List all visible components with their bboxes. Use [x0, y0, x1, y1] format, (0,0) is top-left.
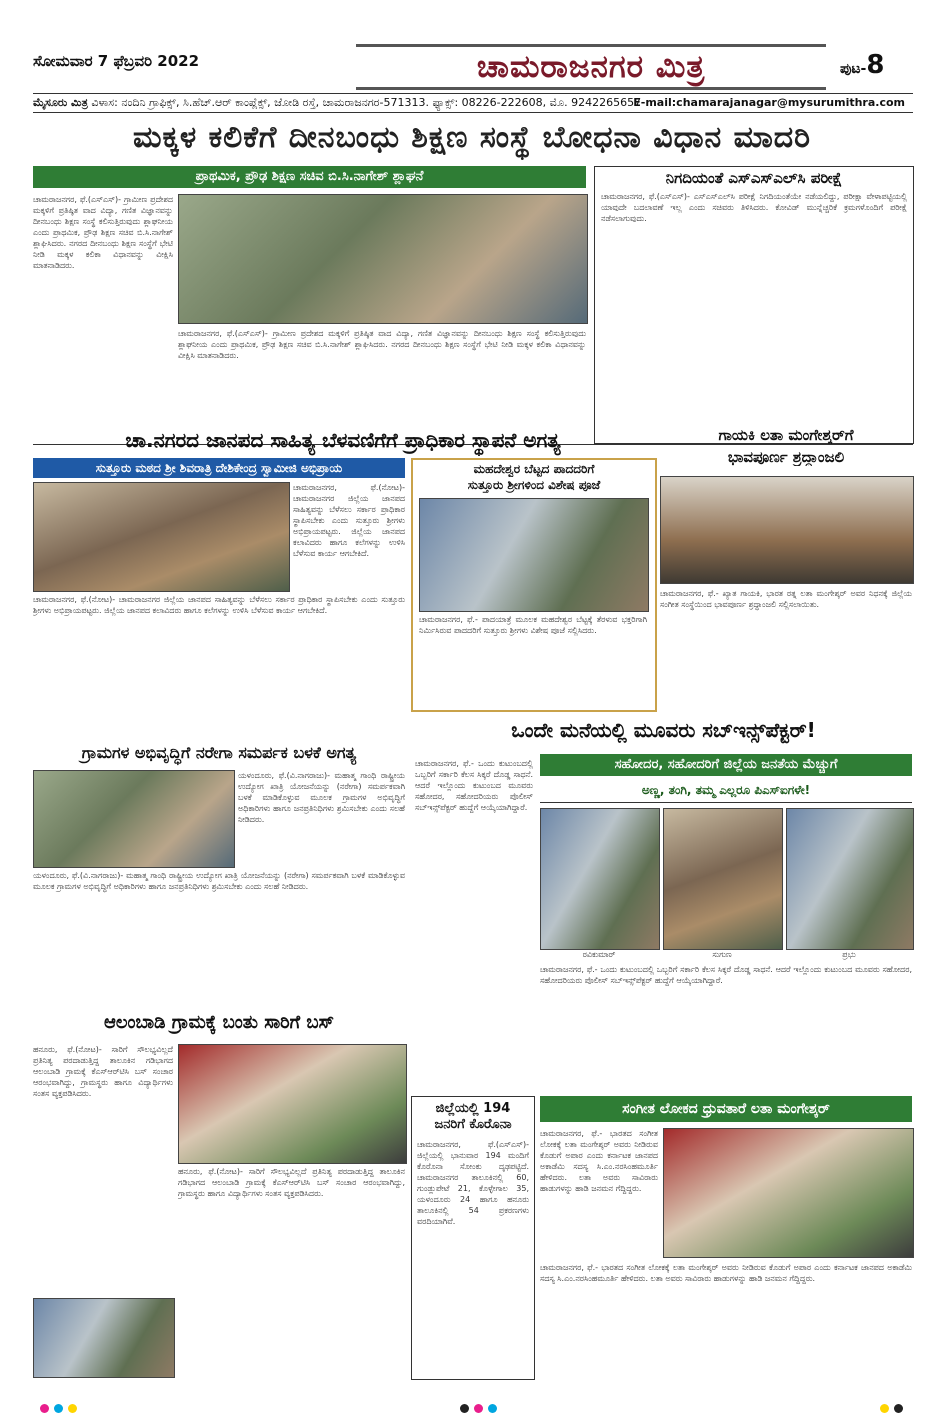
lead-subhead: ಪ್ರಾಥಮಿಕ, ಪ್ರೌಢ ಶಿಕ್ಷಣ ಸಚಿವ ಬಿ.ಸಿ.ನಾಗೇಶ್ ಶ್ಲಾಘನೆ — [33, 166, 586, 188]
strip-email: E-mail:chamarajanagar@mysurumithra.com — [633, 96, 905, 109]
exam-body: ಚಾಮರಾಜನಗರ, ಫೆ.(ಎಸ್‌ಎಸ್)- ಎಸ್‌ಎಸ್‌ಎಲ್‌ಸಿ ಪರೀಕ್ಷೆ ನಿಗದಿಯಂತೆಯೇ ನಡೆಯಲಿದ್ದು, ಪರೀಕ್ಷಾ ವೇಳಾಪಟ್ಟಿಯಲ್ಲಿ ಯಾವುದೇ ಬದಲಾವಣೆ ಇಲ್ಲ ಎಂದು ಸಚಿವರು ತಿಳಿಸಿದರು. ಕೋವಿಡ್ ಮುನ್ನೆಚ್ಚರಿಕೆ ಕ್ರಮಗಳೊಂದಿಗೆ ಪರೀಕ್ಷೆ ನಡೆಸಲಾಗುವುದು. — [601, 192, 907, 223]
narega-headline: ಗ್ರಾಮಗಳ ಅಭಿವೃದ್ಧಿಗೆ ನರೇಗಾ ಸಮರ್ಪಕ ಬಳಕೆ ಅಗತ್ಯ — [81, 743, 357, 762]
inspector-caption-3: ಪ್ರಭು — [842, 950, 856, 959]
inspector-photo-1 — [540, 808, 660, 950]
lata-tribute-body: ಚಾಮರಾಜನಗರ, ಫೆ.- ಖ್ಯಾತ ಗಾಯಕಿ, ಭಾರತ ರತ್ನ ಲತಾ ಮಂಗೇಶ್ಕರ್ ಅವರ ನಿಧನಕ್ಕೆ ಜಿಲ್ಲೆಯ ಸಂಗೀತ ಸಂಸ್ಥೆಯಿಂದ ಭಾವಪೂರ್ಣ ಶ್ರದ್ಧಾಂಜಲಿ ಸಲ್ಲಿಸಲಾಯಿತು. — [660, 589, 912, 609]
bus-photo — [178, 1044, 407, 1164]
janapada-body-cont: ಚಾಮರಾಜನಗರ, ಫೆ.(ನೋಟ)- ಚಾಮರಾಜನಗರ ಜಿಲ್ಲೆಯ ಜಾನಪದ ಸಾಹಿತ್ಯವನ್ನು ಬೆಳೆಸಲು ಸರ್ಕಾರ ಪ್ರಾಧಿಕಾರ ಸ್ಥಾಪಿಸಬೇಕು ಎಂದು ಸುತ್ತೂರು ಶ್ರೀಗಳು ಅಭಿಪ್ರಾಯಪಟ್ಟರು. ಜಿಲ್ಲೆಯ ಜಾನಪದ ಕಲಾವಿದರು ಹಾಗೂ ಕಲೆಗಳನ್ನು ಉಳಿಸಿ ಬೆಳೆಸುವ ಕಾರ್ಯ ಆಗಬೇಕಿದೆ. — [33, 595, 405, 615]
lata-star-body-cont: ಚಾಮರಾಜನಗರ, ಫೆ.- ಭಾರತದ ಸಂಗೀತ ಲೋಕಕ್ಕೆ ಲತಾ ಮಂಗೇಶ್ಕರ್ ಅವರು ನೀಡಿರುವ ಕೊಡುಗೆ ಅಪಾರ ಎಂದು ಕರ್ನಾಟಕ ಜಾನಪದ ಅಕಾಡೆಮಿ ಸದಸ್ಯ ಸಿ.ಎಂ.ನರಸಿಂಹಮೂರ್ತಿ ಹೇಳಿದರು. ಲತಾ ಅವರು ಸಾವಿರಾರು ಹಾಡುಗಳನ್ನು ಹಾಡಿ ಜನಮನ ಗೆದ್ದಿದ್ದರು. — [540, 1263, 912, 1283]
registration-mark — [474, 1404, 483, 1413]
janapada-subhead: ಸುತ್ತೂರು ಮಠದ ಶ್ರೀ ಶಿವರಾತ್ರಿ ದೇಶಿಕೇಂದ್ರ ಸ್ವಾಮೀಜಿ ಅಭಿಪ್ರಾಯ — [33, 458, 405, 478]
lata-tribute-headline-2: ಭಾವಪೂರ್ಣ ಶ್ರದ್ಧಾಂಜಲಿ — [727, 448, 845, 466]
sub-inspectors-green-bar: ಸಹೋದರ, ಸಹೋದರಿಗೆ ಜಿಲ್ಲೆಯ ಜನತೆಯ ಮೆಚ್ಚುಗೆ — [540, 754, 912, 776]
narega-photo — [33, 770, 235, 868]
registration-mark — [488, 1404, 497, 1413]
sub-inspectors-body: ಚಾಮರಾಜನಗರ, ಫೆ.- ಒಂದು ಕುಟುಂಬದಲ್ಲಿ ಒಬ್ಬರಿಗೆ ಸರ್ಕಾರಿ ಕೆಲಸ ಸಿಕ್ಕರೆ ದೊಡ್ಡ ಸಾಧನೆ. ಆದರೆ ಇಲ್ಲೊಂದು ಕುಟುಂಬದ ಮೂವರು ಸಹೋದರ, ಸಹೋದರಿಯರು ಪೊಲೀಸ್ ಸಬ್‌ಇನ್ಸ್‌ಪೆಕ್ಟರ್ ಹುದ್ದೆಗೆ ಆಯ್ಕೆಯಾಗಿದ್ದಾರೆ. — [415, 759, 533, 812]
strip-logo: ಮೈಸೂರು ಮಿತ್ರ — [33, 96, 88, 109]
registration-mark — [880, 1404, 889, 1413]
lata-star-body: ಚಾಮರಾಜನಗರ, ಫೆ.- ಭಾರತದ ಸಂಗೀತ ಲೋಕಕ್ಕೆ ಲತಾ ಮಂಗೇಶ್ಕರ್ ಅವರು ನೀಡಿರುವ ಕೊಡುಗೆ ಅಪಾರ ಎಂದು ಕರ್ನಾಟಕ ಜಾನಪದ ಅಕಾಡೆಮಿ ಸದಸ್ಯ ಸಿ.ಎಂ.ನರಸಿಂಹಮೂರ್ತಿ ಹೇಳಿದರು. ಲತಾ ಅವರು ಸಾವಿರಾರು ಹಾಡುಗಳನ್ನು ಹಾಡಿ ಜನಮನ ಗೆದ್ದಿದ್ದರು. — [540, 1129, 658, 1193]
lata-star-headline: ಸಂಗೀತ ಲೋಕದ ಧ್ರುವತಾರೆ ಲತಾ ಮಂಗೇಶ್ಕರ್ — [540, 1096, 912, 1122]
narega-body: ಯಳಂದೂರು, ಫೆ.(ವಿ.ನಾಗರಾಜು)- ಮಹಾತ್ಮ ಗಾಂಧಿ ರಾಷ್ಟ್ರೀಯ ಉದ್ಯೋಗ ಖಾತ್ರಿ ಯೋಜನೆಯನ್ನು (ನರೇಗಾ) ಸಮರ್ಪಕವಾಗಿ ಬಳಕೆ ಮಾಡಿಕೊಳ್ಳುವ ಮೂಲಕ ಗ್ರಾಮಗಳ ಅಭಿವೃದ್ಧಿಗೆ ಅಧಿಕಾರಿಗಳು ಹಾಗೂ ಜನಪ್ರತಿನಿಧಿಗಳು ಶ್ರಮಿಸಬೇಕು ಎಂದು ಸಲಹೆ ನೀಡಿದರು. — [238, 771, 405, 824]
lead-photo — [178, 194, 588, 324]
lata-star-photo — [663, 1128, 914, 1258]
sub-inspectors-tag: ಅಣ್ಣ, ತಂಗಿ, ತಮ್ಮ ಎಲ್ಲರೂ ಪಿಎಸ್‌ಐಗಳೇ! — [540, 778, 912, 803]
lead-headline: ಮಕ್ಕಳ ಕಲಿಕೆಗೆ ದೀನಬಂಧು ಶಿಕ್ಷಣ ಸಂಸ್ಥೆ ಬೋಧನಾ ವಿಧಾನ ಮಾದರಿ — [132, 120, 812, 155]
corona-box — [411, 1096, 535, 1380]
mahadeshwara-box — [411, 458, 657, 712]
janapada-headline: ಚಾ.ನಗರದ ಜಾನಪದ ಸಾಹಿತ್ಯ ಬೆಳವಣಿಗೆಗೆ ಪ್ರಾಧಿಕಾರ ಸ್ಥಾಪನೆ ಅಗತ್ಯ — [125, 428, 561, 452]
lata-tribute-head — [660, 424, 912, 472]
bus-students-photo — [33, 1298, 175, 1378]
contact-strip — [33, 93, 913, 113]
registration-mark — [40, 1404, 49, 1413]
mahadeshwara-body: ಚಾಮರಾಜನಗರ, ಫೆ.- ಪಾದಯಾತ್ರೆ ಮೂಲಕ ಮಹದೇಶ್ವರ ಬೆಟ್ಟಕ್ಕೆ ತೆರಳುವ ಭಕ್ತರಿಗಾಗಿ ನಿರ್ಮಿಸಿರುವ ಪಾದದರಿಗೆ ಸುತ್ತೂರು ಶ್ರೀಗಳು ವಿಶೇಷ ಪೂಜೆ ಸಲ್ಲಿಸಿದರು. — [419, 615, 647, 635]
bus-body-cont: ಹನೂರು, ಫೆ.(ನೋಟ)- ಸಾರಿಗೆ ಸೌಲಭ್ಯವಿಲ್ಲದೆ ಪ್ರತಿನಿತ್ಯ ಪರದಾಡುತ್ತಿದ್ದ ತಾಲೂಕಿನ ಗಡಿಭಾಗದ ಆಲಂಬಾಡಿ ಗ್ರಾಮಕ್ಕೆ ಕೆಎಸ್‌ಆರ್‌ಟಿಸಿ ಬಸ್ ಸಂಚಾರ ಆರಂಭವಾಗಿದ್ದು, ಗ್ರಾಮಸ್ಥರು ಹಾಗೂ ವಿದ್ಯಾರ್ಥಿಗಳು ಸಂತಸ ವ್ಯಕ್ತಪಡಿಸಿದರು. — [178, 1167, 405, 1198]
inspector-photo-2 — [663, 808, 783, 950]
page-number-value: 8 — [866, 50, 885, 80]
lead-body: ಚಾಮರಾಜನಗರ, ಫೆ.(ಎಸ್‌ಎಸ್)- ಗ್ರಾಮೀಣ ಪ್ರದೇಶದ ಮಕ್ಕಳಿಗೆ ಪ್ರತಿಷ್ಠಿತ ವಾದ ವಿದ್ಯಾ, ಗಣಿತ ವಿಜ್ಞಾನವನ್ನು ದೀನಬಂಧು ಶಿಕ್ಷಣ ಸಂಸ್ಥೆ ಕಲಿಸುತ್ತಿರುವುದು ಶ್ಲಾಘನೀಯ ಎಂದು ಪ್ರಾಥಮಿಕ, ಪ್ರೌಢ ಶಿಕ್ಷಣ ಸಚಿವ ಬಿ.ಸಿ.ನಾಗೇಶ್ ಶ್ಲಾಘಿಸಿದರು. ನಗರದ ದೀನಬಂಧು ಶಿಕ್ಷಣ ಸಂಸ್ಥೆಗೆ ಭೇಟಿ ನೀಡಿ ಮಕ್ಕಳ ಕಲಿಕಾ ವಿಧಾನವನ್ನು ವೀಕ್ಷಿಸಿ ಮಾತನಾಡಿದರು. — [33, 195, 173, 270]
inspector-photo-3 — [786, 808, 914, 950]
corona-headline-2: ಜನರಿಗೆ ಕೊರೊನಾ — [434, 1117, 512, 1132]
newspaper-brand: ಚಾಮರಾಜನಗರ ಮಿತ್ರ — [356, 44, 826, 90]
issue-date: ಸೋಮವಾರ 7 ಫೆಬ್ರವರಿ 2022 — [33, 52, 200, 70]
strip-address: ವಿಳಾಸ: ನಂದಿನಿ ಗ್ರಾಫಿಕ್ಸ್, ಸಿ.ಹೆಚ್.ಆರ್ ಕಾಂಪ್ಲೆಕ್ಸ್, ಜೋಡಿ ರಸ್ತೆ, ಚಾಮರಾಜನಗರ-571313. ಫ್ಯಾಕ್ಸ್: 08226-222608, ಮೊ. 9242265657 — [91, 96, 642, 109]
corona-headline-1: ಜಿಲ್ಲೆಯಲ್ಲಿ 194 — [435, 1101, 511, 1116]
registration-mark — [460, 1404, 469, 1413]
inspector-caption-1: ರವಿಕುಮಾರ್ — [582, 950, 616, 959]
page-number — [840, 50, 884, 80]
lead-body-cont: ಚಾಮರಾಜನಗರ, ಫೆ.(ಎಸ್‌ಎಸ್)- ಗ್ರಾಮೀಣ ಪ್ರದೇಶದ ಮಕ್ಕಳಿಗೆ ಪ್ರತಿಷ್ಠಿತ ವಾದ ವಿದ್ಯಾ, ಗಣಿತ ವಿಜ್ಞಾನವನ್ನು ದೀನಬಂಧು ಶಿಕ್ಷಣ ಸಂಸ್ಥೆ ಕಲಿಸುತ್ತಿರುವುದು ಶ್ಲಾಘನೀಯ ಎಂದು ಪ್ರಾಥಮಿಕ, ಪ್ರೌಢ ಶಿಕ್ಷಣ ಸಚಿವ ಬಿ.ಸಿ.ನಾಗೇಶ್ ಶ್ಲಾಘಿಸಿದರು. ನಗರದ ದೀನಬಂಧು ಶಿಕ್ಷಣ ಸಂಸ್ಥೆಗೆ ಭೇಟಿ ನೀಡಿ ಮಕ್ಕಳ ಕಲಿಕಾ ವಿಧಾನವನ್ನು ವೀಕ್ಷಿಸಿ ಮಾತನಾಡಿದರು. — [178, 329, 586, 360]
registration-mark — [68, 1404, 77, 1413]
mahadeshwara-headline-1: ಮಹದೇಶ್ವರ ಬೆಟ್ಟದ ಪಾದದರಿಗೆ — [473, 462, 595, 476]
exam-box — [594, 166, 914, 444]
print-registration-strip — [40, 1404, 920, 1416]
bus-body: ಹನೂರು, ಫೆ.(ನೋಟ)- ಸಾರಿಗೆ ಸೌಲಭ್ಯವಿಲ್ಲದೆ ಪ್ರತಿನಿತ್ಯ ಪರದಾಡುತ್ತಿದ್ದ ತಾಲೂಕಿನ ಗಡಿಭಾಗದ ಆಲಂಬಾಡಿ ಗ್ರಾಮಕ್ಕೆ ಕೆಎಸ್‌ಆರ್‌ಟಿಸಿ ಬಸ್ ಸಂಚಾರ ಆರಂಭವಾಗಿದ್ದು, ಗ್ರಾಮಸ್ಥರು ಹಾಗೂ ವಿದ್ಯಾರ್ಥಿಗಳು ಸಂತಸ ವ್ಯಕ್ತಪಡಿಸಿದರು. — [33, 1045, 173, 1098]
inspector-caption-2: ಸುಗುಣ — [712, 950, 732, 959]
sub-inspectors-body-cont: ಚಾಮರಾಜನಗರ, ಫೆ.- ಒಂದು ಕುಟುಂಬದಲ್ಲಿ ಒಬ್ಬರಿಗೆ ಸರ್ಕಾರಿ ಕೆಲಸ ಸಿಕ್ಕರೆ ದೊಡ್ಡ ಸಾಧನೆ. ಆದರೆ ಇಲ್ಲೊಂದು ಕುಟುಂಬದ ಮೂವರು ಸಹೋದರ, ಸಹೋದರಿಯರು ಪೊಲೀಸ್ ಸಬ್‌ಇನ್ಸ್‌ಪೆಕ್ಟರ್ ಹುದ್ದೆಗೆ ಆಯ್ಕೆಯಾಗಿದ್ದಾರೆ. — [540, 965, 912, 985]
registration-mark — [54, 1404, 63, 1413]
corona-body: ಚಾಮರಾಜನಗರ, ಫೆ.(ಎಸ್‌ಎಸ್)- ಜಿಲ್ಲೆಯಲ್ಲಿ ಭಾನುವಾರ 194 ಮಂದಿಗೆ ಕೊರೊನಾ ಸೋಂಕು ದೃಢಪಟ್ಟಿದೆ. ಚಾಮರಾಜನಗರ ತಾಲೂಕಿನಲ್ಲಿ 60, ಗುಂಡ್ಲುಪೇಟೆ 21, ಕೊಳ್ಳೇಗಾಲ 35, ಯಳಂದೂರು 24 ಹಾಗೂ ಹನೂರು ತಾಲೂಕಿನಲ್ಲಿ 54 ಪ್ರಕರಣಗಳು ವರದಿಯಾಗಿವೆ. — [417, 1140, 529, 1226]
bus-headline: ಆಲಂಬಾಡಿ ಗ್ರಾಮಕ್ಕೆ ಬಂತು ಸಾರಿಗೆ ಬಸ್ — [104, 1012, 334, 1033]
mahadeshwara-photo — [419, 498, 649, 612]
lata-tribute-headline-1: ಗಾಯಕಿ ಲತಾ ಮಂಗೇಶ್ಕರ್‌ಗೆ — [718, 426, 854, 444]
sub-inspectors-headline: ಒಂದೇ ಮನೆಯಲ್ಲಿ ಮೂವರು ಸಬ್‌ಇನ್ಸ್‌ಪೆಕ್ಟರ್! — [511, 718, 816, 742]
lata-tribute-photo — [660, 476, 914, 584]
masthead — [0, 0, 945, 118]
exam-headline: ನಿಗದಿಯಂತೆ ಎಸ್‌ಎಸ್‌ಎಲ್‌ಸಿ ಪರೀಕ್ಷೆ — [665, 169, 843, 187]
page-label: ಪುಟ- — [840, 61, 867, 77]
registration-mark — [894, 1404, 903, 1413]
janapada-photo — [33, 482, 290, 592]
janapada-body: ಚಾಮರಾಜನಗರ, ಫೆ.(ನೋಟ)- ಚಾಮರಾಜನಗರ ಜಿಲ್ಲೆಯ ಜಾನಪದ ಸಾಹಿತ್ಯವನ್ನು ಬೆಳೆಸಲು ಸರ್ಕಾರ ಪ್ರಾಧಿಕಾರ ಸ್ಥಾಪಿಸಬೇಕು ಎಂದು ಸುತ್ತೂರು ಶ್ರೀಗಳು ಅಭಿಪ್ರಾಯಪಟ್ಟರು. ಜಿಲ್ಲೆಯ ಜಾನಪದ ಕಲಾವಿದರು ಹಾಗೂ ಕಲೆಗಳನ್ನು ಉಳಿಸಿ ಬೆಳೆಸುವ ಕಾರ್ಯ ಆಗಬೇಕಿದೆ. — [293, 483, 405, 558]
narega-body-cont: ಯಳಂದೂರು, ಫೆ.(ವಿ.ನಾಗರಾಜು)- ಮಹಾತ್ಮ ಗಾಂಧಿ ರಾಷ್ಟ್ರೀಯ ಉದ್ಯೋಗ ಖಾತ್ರಿ ಯೋಜನೆಯನ್ನು (ನರೇಗಾ) ಸಮರ್ಪಕವಾಗಿ ಬಳಕೆ ಮಾಡಿಕೊಳ್ಳುವ ಮೂಲಕ ಗ್ರಾಮಗಳ ಅಭಿವೃದ್ಧಿಗೆ ಅಧಿಕಾರಿಗಳು ಹಾಗೂ ಜನಪ್ರತಿನಿಧಿಗಳು ಶ್ರಮಿಸಬೇಕು ಎಂದು ಸಲಹೆ ನೀಡಿದರು. — [33, 871, 405, 891]
mahadeshwara-headline-2: ಸುತ್ತೂರು ಶ್ರೀಗಳಿಂದ ವಿಶೇಷ ಪೂಜೆ — [467, 478, 601, 492]
